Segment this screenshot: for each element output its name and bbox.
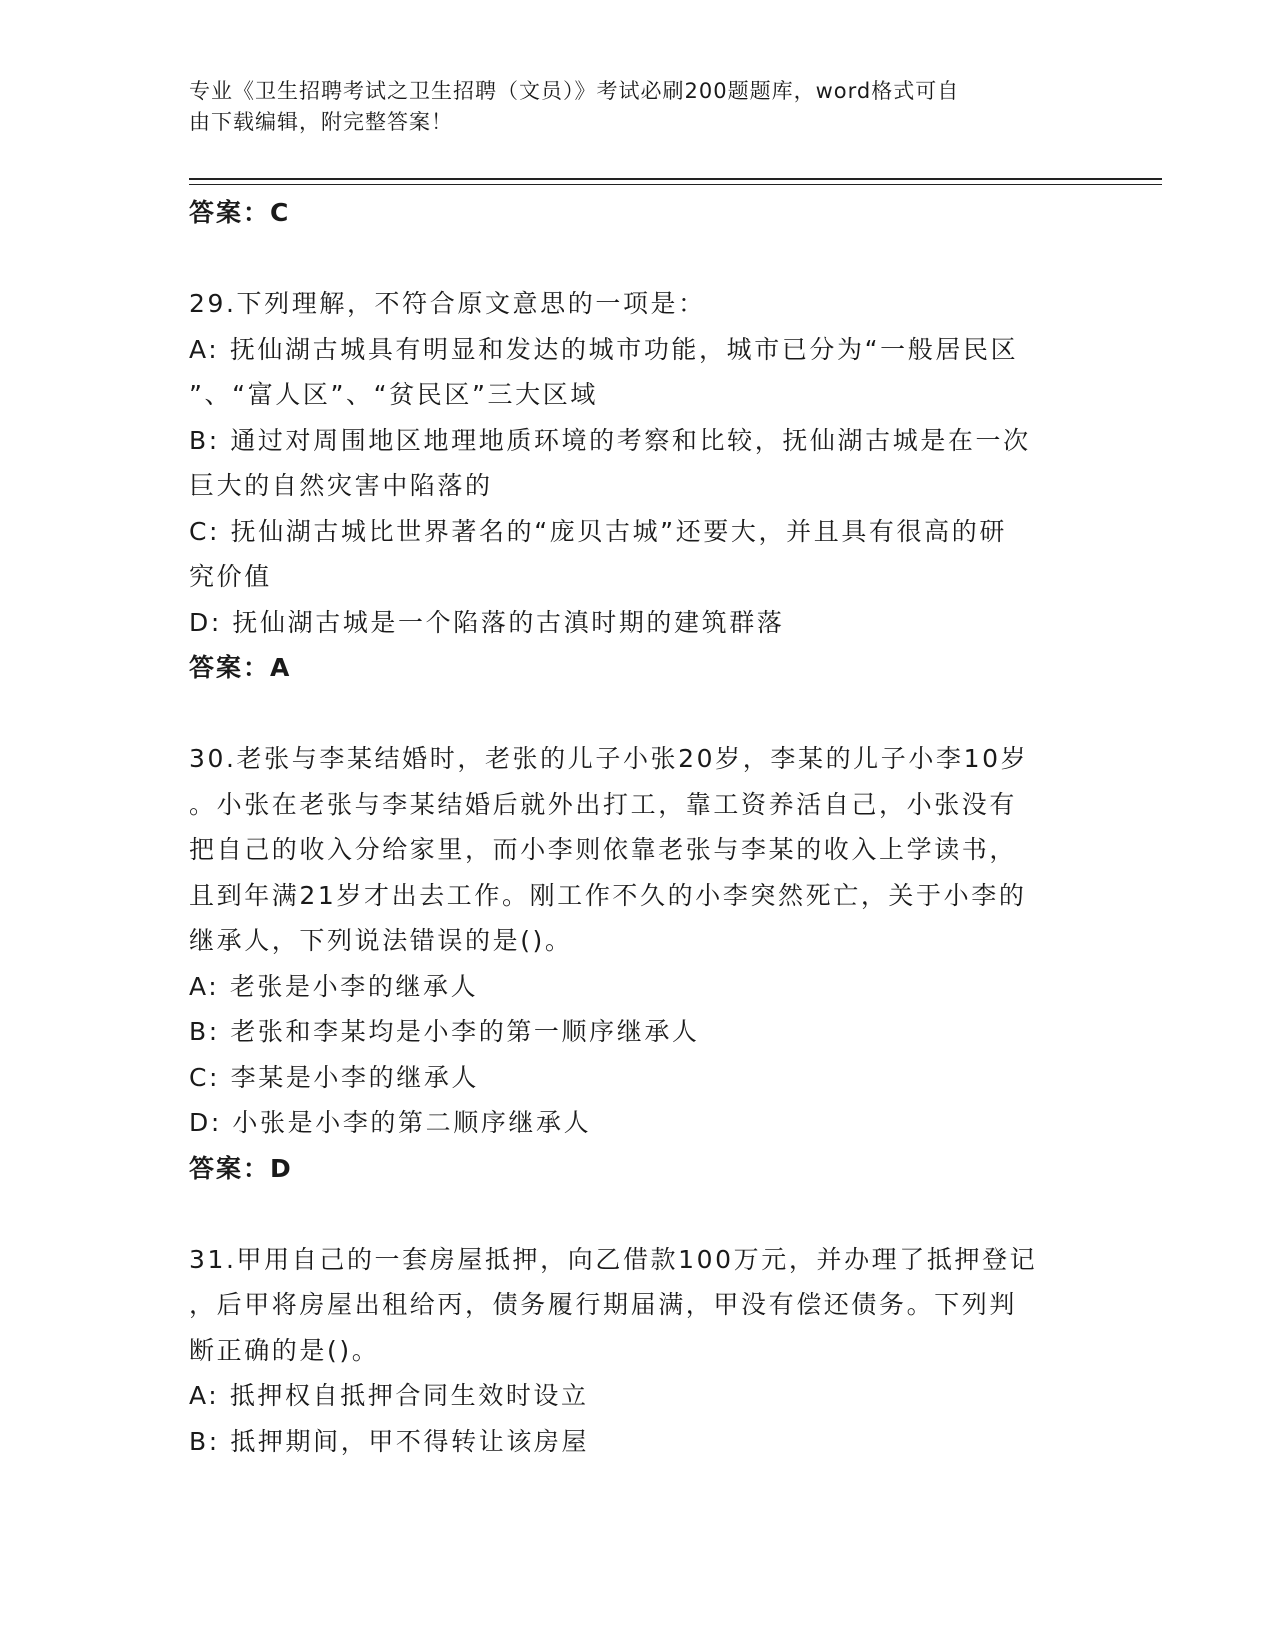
q29-option-b-cont: 巨大的自然灾害中陷落的 (189, 471, 493, 500)
question-29 (189, 281, 1089, 691)
q31-option-b: B: 抵押期间，甲不得转让该房屋 (189, 1426, 590, 1456)
q31-line: 31.甲用自己的一套房屋抵押，向乙借款100万元，并办理了抵押登记 (189, 1244, 1038, 1274)
q29-option-c-cont: 究价值 (189, 562, 272, 591)
spacer (189, 1191, 1089, 1237)
q29-option-c: C: 抚仙湖古城比世界著名的“庞贝古城”还要大，并且具有很高的研 (189, 516, 1007, 546)
q30-answer: 答案：D (189, 1153, 293, 1183)
q30-line: 把自己的收入分给家里，而小李则依靠老张与李某的收入上学读书， (189, 835, 1018, 864)
q29-line: 29.下列理解，不符合原文意思的一项是： (189, 289, 706, 318)
spacer (189, 691, 1089, 737)
q29-option-a-cont: ”、“富人区”、“贫民区”三大区域 (189, 380, 598, 409)
header-line-2: 由下载编辑，附完整答案！ (189, 110, 453, 134)
q29-option-b: B: 通过对周围地区地理地质环境的考察和比较，抚仙湖古城是在一次 (189, 425, 1031, 455)
q29-option-a: A: 抚仙湖古城具有明显和发达的城市功能，城市已分为“一般居民区 (189, 334, 1019, 364)
q29-option-d: D: 抚仙湖古城是一个陷落的古滇时期的建筑群落 (189, 607, 785, 637)
q30-option-d: D: 小张是小李的第二顺序继承人 (189, 1108, 592, 1137)
header-divider-thin (189, 184, 1162, 185)
document-header (189, 76, 1089, 138)
q30-line: 30.老张与李某结婚时，老张的儿子小张20岁，李某的儿子小李10岁 (189, 744, 1029, 773)
header-line-1: 专业《卫生招聘考试之卫生招聘（文员）》考试必刷200题题库，word格式可自 (189, 79, 960, 103)
question-31 (189, 1237, 1089, 1465)
document-body (189, 190, 1089, 1464)
q29-answer: 答案：A (189, 653, 292, 682)
q31-line: ，后甲将房屋出租给丙，债务履行期届满，甲没有偿还债务。下列判 (189, 1290, 1018, 1319)
q31-option-a: A: 抵押权自抵押合同生效时设立 (189, 1381, 589, 1410)
q30-line: 继承人，下列说法错误的是()。 (189, 926, 573, 955)
q30-line: 。小张在老张与李某结婚后就外出打工，靠工资养活自己，小张没有 (189, 789, 1018, 819)
header-divider-thick (189, 178, 1162, 180)
q30-option-b: B: 老张和李某均是小李的第一顺序继承人 (189, 1017, 700, 1046)
q30-option-c: C: 李某是小李的继承人 (189, 1062, 480, 1092)
answer-prev: 答案：C (189, 198, 291, 227)
question-30 (189, 736, 1089, 1191)
q31-line: 断正确的是()。 (189, 1335, 380, 1365)
q30-line: 且到年满21岁才出去工作。刚工作不久的小李突然死亡，关于小李的 (189, 880, 1027, 910)
spacer (189, 236, 1089, 282)
q30-option-a: A: 老张是小李的继承人 (189, 971, 479, 1001)
